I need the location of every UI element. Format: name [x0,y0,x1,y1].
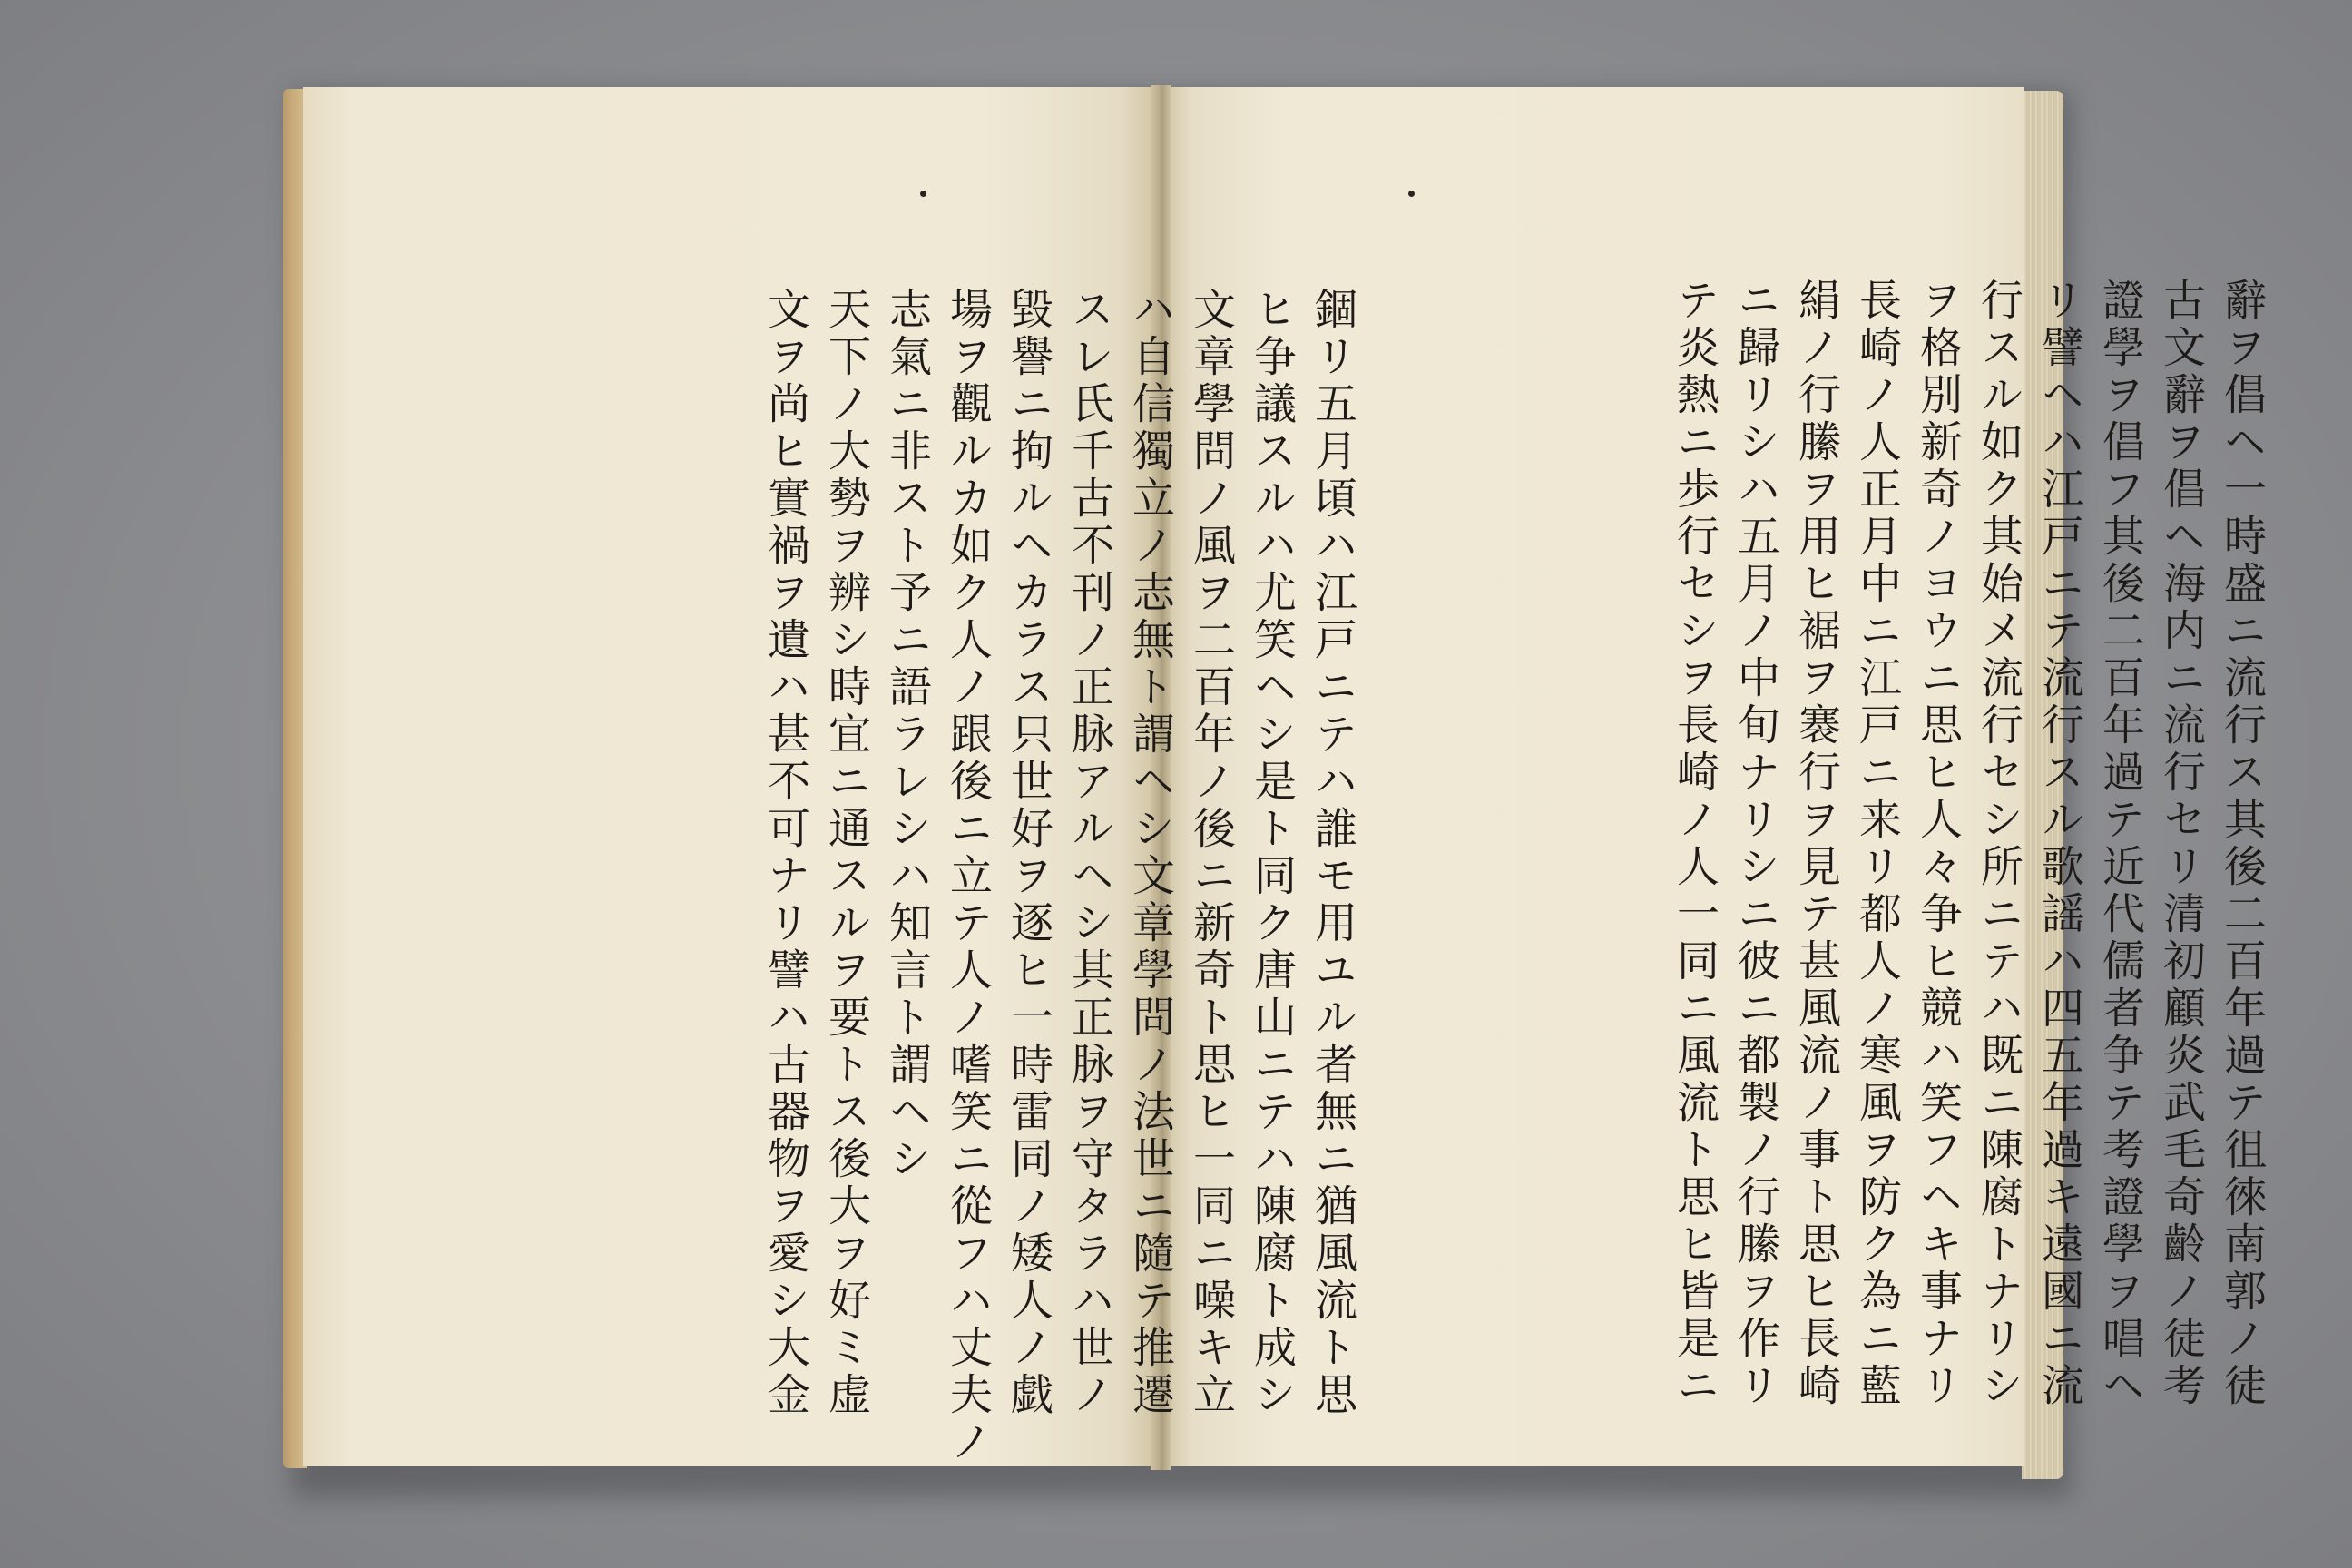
text-column: 行スル如ク其始メ流行セシ所ニテハ既ニ陳腐トナリシ [1974,278,2024,1410]
text-column: ニ歸リシハ五月ノ中旬ナリシニ彼ニ都製ノ行縢ヲ作リ [1730,278,1780,1410]
open-book [283,78,2267,1483]
text-column: 長崎ノ人正月中ニ江戸ニ来リ都人ノ寒風ヲ防ク為ニ藍 [1852,278,1902,1410]
text-column: 天下ノ大勢ヲ辨シ時宜ニ通スルヲ要トス後大ヲ好ミ虚 [821,287,871,1419]
text-column: 證學ヲ倡フ其後二百年過テ近代儒者争テ考證學ヲ唱ヘ [2095,278,2145,1410]
text-column: ハ自信獨立ノ志無ト謂ヘシ文章學問ノ法世ニ隨テ推遷 [1125,287,1175,1419]
text-column: リ譬ヘハ江戸ニテ流行スル歌謡ハ四五年過キ遠國ニ流 [2034,278,2084,1410]
left-page-mark [920,191,926,197]
text-column: 志氣ニ非スト予ニ語ラレシハ知言ト謂ヘシ [882,287,932,1183]
text-column: 絹ノ行縢ヲ用ヒ裾ヲ褰行ヲ見テ甚風流ノ事ト思ヒ長崎 [1791,278,1841,1410]
right-page-text [1265,278,2267,1410]
text-column: ヒ争議スルハ尤笑ヘシ是ト同ク唐山ニテハ陳腐ト成シ [1247,287,1297,1419]
text-column: 錮リ五月頃ハ江戸ニテハ誰モ用ユル者無ニ猶風流ト思 [1308,287,1357,1419]
text-column: 古文辭ヲ倡ヘ海内ニ流行セリ清初顧炎武毛奇齡ノ徒考 [2156,278,2206,1410]
text-column: スレ氏千古不刊ノ正脉アルヘシ其正脉ヲ守タラハ世ノ [1064,287,1114,1419]
text-column: テ炎熱ニ歩行セシヲ長崎ノ人一同ニ風流ト思ヒ皆是ニ [1670,278,1720,1410]
text-column: 辭ヲ倡ヘ一時盛ニ流行ス其後二百年過テ徂徠南郭ノ徒 [2217,278,2267,1410]
text-column: 文章學問ノ風ヲ二百年ノ後ニ新奇ト思ヒ一同ニ噪キ立 [1186,287,1236,1419]
left-page-text [356,287,1357,1466]
right-page-mark [1408,191,1415,197]
text-column: 文ヲ尚ヒ實禍ヲ遺ハ甚不可ナリ譬ハ古器物ヲ愛シ大金 [760,287,810,1419]
text-column: 毀譽ニ拘ルヘカラス只世好ヲ逐ヒ一時雷同ノ矮人ノ戯 [1004,287,1054,1419]
text-column: ヲ格別新奇ノヨウニ思ヒ人々争ヒ競ハ笑フヘキ事ナリ [1913,278,1963,1410]
text-column: 場ヲ觀ルカ如ク人ノ跟後ニ立テ人ノ嗜笑ニ從フハ丈夫ノ [943,287,993,1466]
